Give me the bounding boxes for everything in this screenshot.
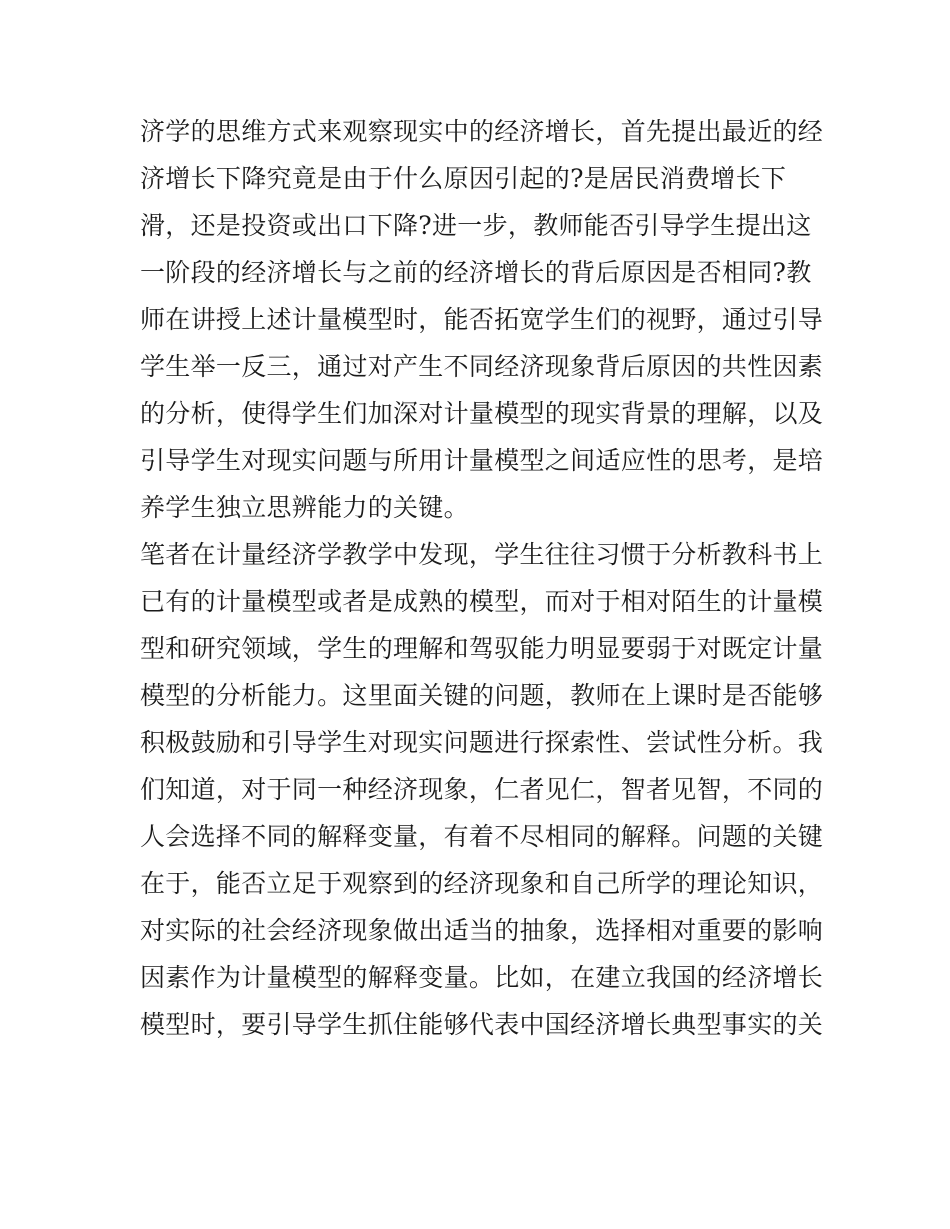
text-line: 在于，能否立足于观察到的经济现象和自己所学的理论知识， xyxy=(140,869,824,898)
text-line: 笔者在计量经济学教学中发现，学生往往习惯于分析教科书上 xyxy=(140,540,824,569)
text-line: 济学的思维方式来观察现实中的经济增长，首先提出最近的经 xyxy=(140,117,824,146)
text-line: 模型的分析能力。这里面关键的问题，教师在上课时是否能够 xyxy=(140,681,824,710)
text-line: 学生举一反三，通过对产生不同经济现象背后原因的共性因素 xyxy=(140,352,824,381)
text-line: 一阶段的经济增长与之前的经济增长的背后原因是否相同?教 xyxy=(140,258,812,287)
text-line: 引导学生对现实问题与所用计量模型之间适应性的思考，是培 xyxy=(140,446,824,475)
text-line: 人会选择不同的解释变量，有着不尽相同的解释。问题的关键 xyxy=(140,822,824,851)
text-line: 们知道，对于同一种经济现象，仁者见仁，智者见智，不同的 xyxy=(140,775,824,804)
text-line: 型和研究领域，学生的理解和驾驭能力明显要弱于对既定计量 xyxy=(140,634,824,663)
text-line: 滑，还是投资或出口下降?进一步，教师能否引导学生提出这 xyxy=(140,211,812,240)
text-line: 养学生独立思辨能力的关键。 xyxy=(140,493,469,522)
text-line: 模型时，要引导学生抓住能够代表中国经济增长典型事实的关 xyxy=(140,1010,824,1039)
text-line: 济增长下降究竟是由于什么原因引起的?是居民消费增长下 xyxy=(140,164,787,193)
text-line: 的分析，使得学生们加深对计量模型的现实背景的理解，以及 xyxy=(140,399,824,428)
text-line: 对实际的社会经济现象做出适当的抽象，选择相对重要的影响 xyxy=(140,916,824,945)
text-line: 师在讲授上述计量模型时，能否拓宽学生们的视野，通过引导 xyxy=(140,305,824,334)
text-line: 积极鼓励和引导学生对现实问题进行探索性、尝试性分析。我 xyxy=(140,728,824,757)
text-line: 因素作为计量模型的解释变量。比如，在建立我国的经济增长 xyxy=(140,963,824,992)
text-line: 已有的计量模型或者是成熟的模型，而对于相对陌生的计量模 xyxy=(140,587,824,616)
body-text xyxy=(140,108,830,1048)
